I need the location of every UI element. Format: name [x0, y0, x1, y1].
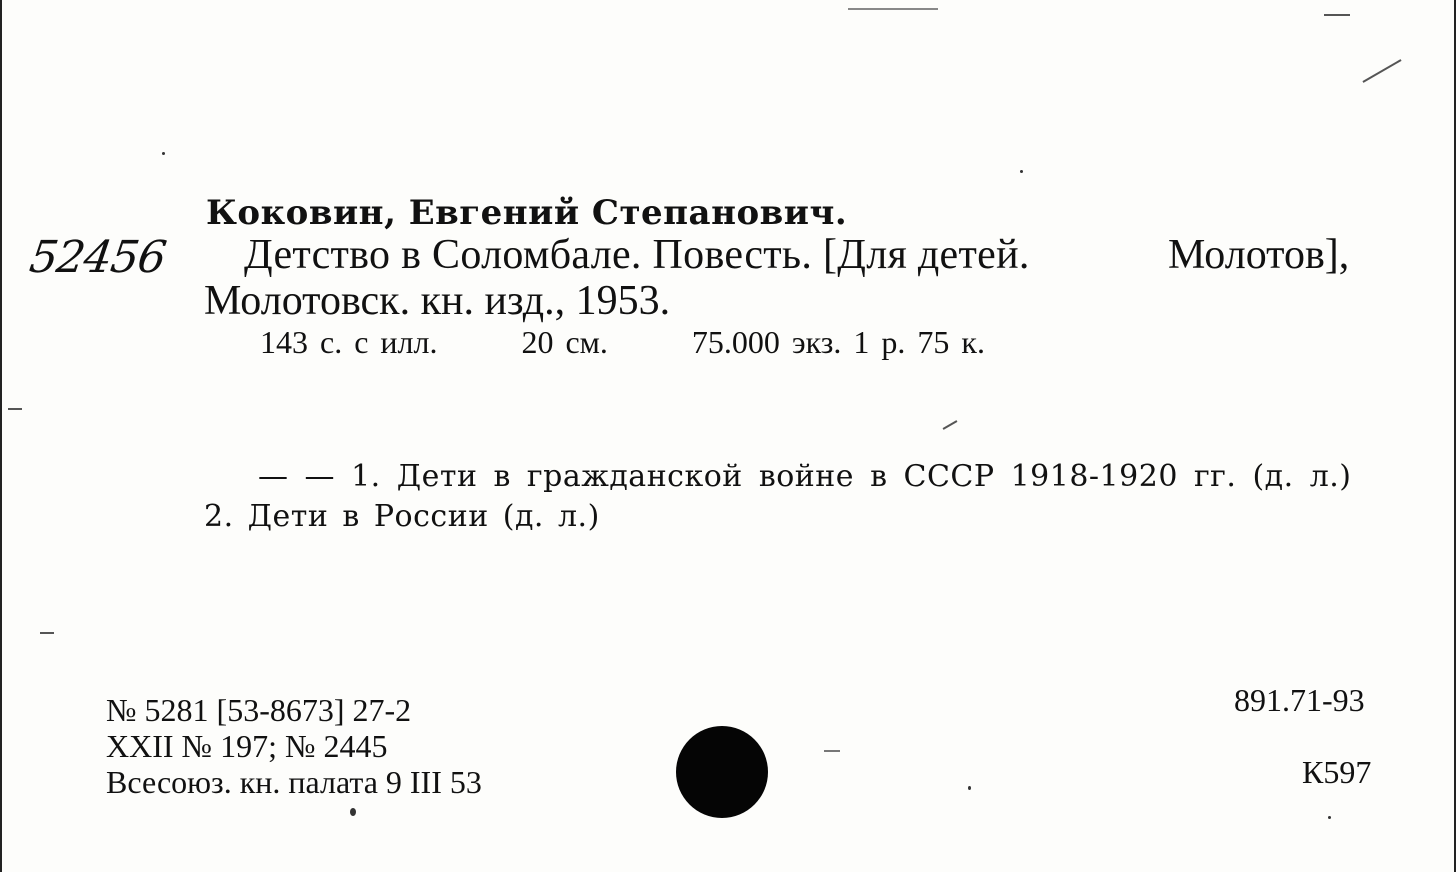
scan-speck	[1020, 170, 1023, 173]
scan-scratch	[1324, 14, 1350, 16]
scan-scratch	[943, 420, 958, 430]
accession-number: 52456	[26, 232, 169, 283]
punch-hole	[676, 726, 768, 818]
scan-scratch	[40, 632, 54, 634]
registry-number: № 5281 [53-8673] 27-2	[106, 692, 412, 728]
registry-chamber: Всесоюз. кн. палата 9 III 53	[106, 764, 482, 800]
scan-scratch	[1362, 59, 1401, 83]
imprint: Молотовск. кн. изд., 1953.	[204, 278, 671, 324]
author-mark: К597	[1302, 754, 1372, 790]
classification-number: 891.71-93	[1234, 682, 1365, 718]
scan-speck	[968, 786, 971, 790]
scan-speck	[350, 808, 356, 816]
physical-description	[260, 326, 985, 358]
scan-speck	[162, 152, 165, 155]
scan-speck	[1328, 816, 1331, 819]
registry-volume: XXII № 197; № 2445	[106, 728, 388, 764]
subject-heading-1: — — 1. Дети в гражданской войне в СССР 1918-1920 гг. (д. л.)	[258, 459, 1352, 494]
title-statement: Детство в Соломбале. Повесть. [Для детей.	[244, 232, 1030, 278]
scan-scratch	[848, 8, 938, 10]
page-count: 143 с. с илл.	[260, 324, 438, 360]
scan-scratch	[8, 408, 22, 410]
title-statement-end: Молотов],	[1168, 232, 1350, 278]
author-heading: Коковин, Евгений Степанович.	[206, 193, 848, 233]
book-size: 20 см.	[521, 324, 608, 360]
print-run-price: 75.000 экз. 1 р. 75 к.	[691, 324, 985, 360]
subject-heading-2: 2. Дети в России (д. л.)	[204, 499, 600, 534]
scan-scratch	[824, 750, 840, 752]
